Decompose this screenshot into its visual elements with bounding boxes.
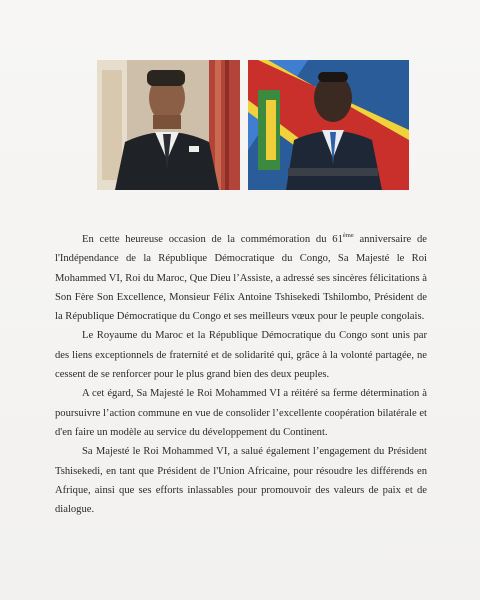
paragraph-2: Le Royaume du Maroc et la République Démocratique du Congo sont unis par des liens exceptionnels de fraternité et de solidarité qui, grâce à la volonté partagée, ne cessent de se renforcer pour le plus grand bien des deux peuples.: [55, 330, 427, 381]
portrait-illustration-right: [248, 60, 409, 190]
paragraph-3: A cet égard, Sa Majesté le Roi Mohammed VI a réitéré sa ferme détermination à poursuivre l’action commune en vue de consolider l’excellente coopération bilatérale et d'en faire un modèle au service du développement du Continent.: [55, 388, 427, 438]
portrait-illustration-left: [97, 60, 240, 190]
king-portrait-image: [97, 60, 240, 190]
paragraph-1-text-start: En cette heureuse occasion de la commémoration du 61: [82, 234, 343, 245]
paragraph-1: [55, 230, 427, 326]
paragraph-4: Sa Majesté le Roi Mohammed VI, a salué également l’engagement du Président Tshisekedi, en tant que Président de l'Union Africaine, pour résoudre les différends en Afrique, ainsi que ses efforts inlassables pour promouvoir des valeurs de paix et de dialogue.: [55, 446, 427, 516]
paragraph-1-text-end: anniversaire de l'Indépendance de la République Démocratique du Congo, Sa Majesté le Roi Mohammed VI, Roi du Maroc, Que Dieu l’Assiste, a adressé ses sincères félicitations à Son Fère Son Excellence, Monsieur Félix Antoine Tshisekedi Tshilombo, Président de la République Démocratique du Congo et ses meilleurs vœux pour le peuple congolais.: [55, 234, 427, 323]
ordinal-superscript: ème: [342, 232, 354, 239]
article-body: [55, 230, 427, 519]
president-portrait-image: [248, 60, 409, 190]
